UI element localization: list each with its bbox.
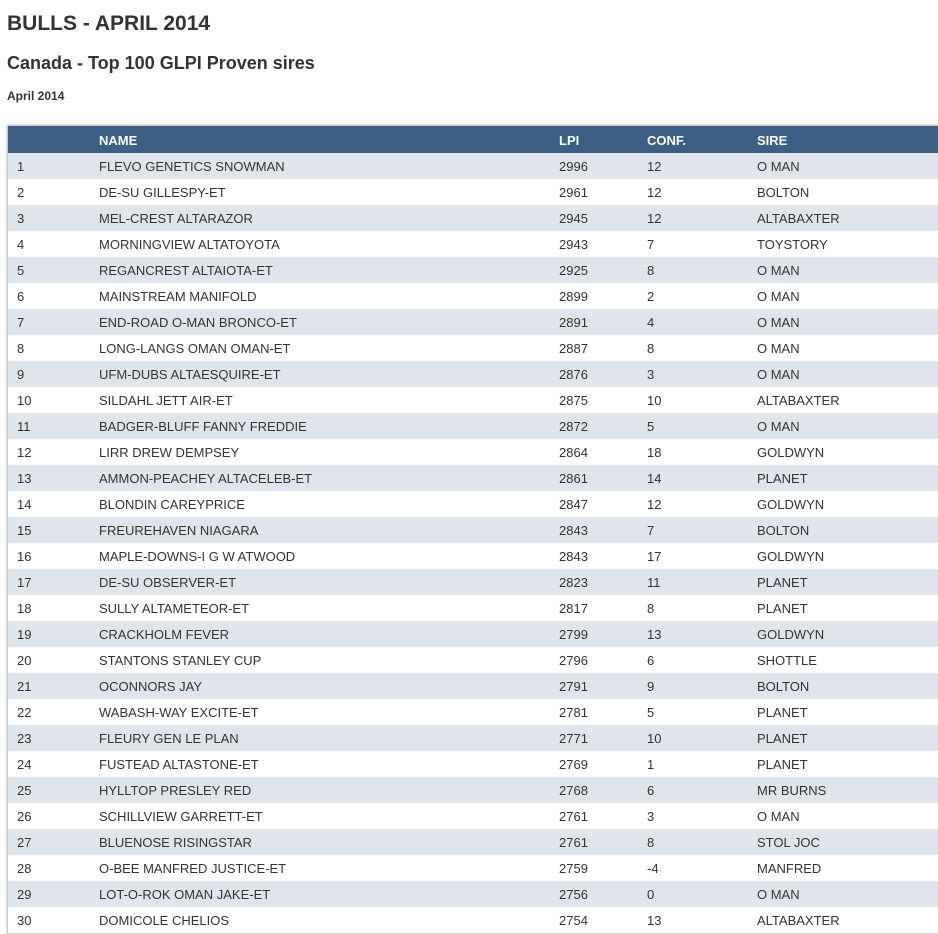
page-date: April 2014	[7, 89, 65, 103]
cell-name: LONG-LANGS OMAN OMAN-ET	[99, 340, 291, 356]
table-row	[8, 283, 938, 309]
cell-name: FLEVO GENETICS SNOWMAN	[99, 158, 285, 174]
cell-rank: 5	[17, 262, 25, 278]
table-row	[8, 335, 938, 361]
cell-conf: 17	[647, 548, 662, 564]
cell-name: CRACKHOLM FEVER	[99, 626, 230, 642]
column-header-lpi[interactable]: LPI	[559, 133, 580, 148]
table-row	[8, 387, 938, 413]
cell-rank: 29	[17, 886, 32, 902]
cell-conf: -4	[647, 860, 659, 876]
cell-lpi: 2791	[559, 678, 588, 694]
cell-lpi: 2759	[559, 860, 588, 876]
cell-sire: GOLDWYN	[757, 496, 825, 512]
table-row	[8, 751, 938, 777]
cell-lpi: 2943	[559, 236, 588, 252]
cell-name: O-BEE MANFRED JUSTICE-ET	[99, 860, 287, 876]
table-row	[8, 621, 938, 647]
cell-sire: O MAN	[757, 808, 800, 824]
cell-conf: 13	[647, 626, 662, 642]
table-row	[8, 803, 938, 829]
cell-lpi: 2799	[559, 626, 588, 642]
table-row	[8, 725, 938, 751]
cell-sire: PLANET	[757, 756, 808, 772]
cell-lpi: 2843	[559, 548, 588, 564]
cell-rank: 28	[17, 860, 32, 876]
table-row	[8, 205, 938, 231]
cell-lpi: 2761	[559, 834, 588, 850]
cell-name: DE-SU OBSERVER-ET	[99, 574, 237, 590]
table-row	[8, 569, 938, 595]
cell-rank: 2	[17, 184, 25, 200]
cell-lpi: 2847	[559, 496, 588, 512]
cell-name: BLUENOSE RISINGSTAR	[99, 834, 252, 850]
cell-rank: 30	[17, 912, 32, 928]
cell-lpi: 2781	[559, 704, 588, 720]
cell-lpi: 2769	[559, 756, 588, 772]
cell-rank: 11	[17, 418, 31, 434]
cell-lpi: 2961	[559, 184, 588, 200]
cell-sire: PLANET	[757, 704, 808, 720]
cell-name: FLEURY GEN LE PLAN	[99, 730, 239, 746]
cell-sire: O MAN	[757, 314, 800, 330]
table-row	[8, 543, 938, 569]
cell-sire: ALTABAXTER	[757, 392, 840, 408]
cell-sire: SHOTTLE	[757, 652, 817, 668]
cell-conf: 8	[647, 262, 655, 278]
cell-lpi: 2887	[559, 340, 588, 356]
cell-conf: 6	[647, 782, 655, 798]
table-row	[8, 257, 938, 283]
cell-name: DE-SU GILLESPY-ET	[99, 184, 226, 200]
cell-lpi: 2996	[559, 158, 588, 174]
cell-sire: ALTABAXTER	[757, 912, 840, 928]
cell-conf: 5	[647, 704, 655, 720]
cell-conf: 12	[647, 184, 662, 200]
cell-conf: 13	[647, 912, 662, 928]
table-row	[8, 179, 938, 205]
cell-lpi: 2876	[559, 366, 588, 382]
cell-lpi: 2771	[559, 730, 588, 746]
table-row	[8, 699, 938, 725]
table-row	[8, 777, 938, 803]
cell-name: LOT-O-ROK OMAN JAKE-ET	[99, 886, 271, 902]
cell-sire: BOLTON	[757, 184, 810, 200]
cell-name: MAINSTREAM MANIFOLD	[99, 288, 257, 304]
cell-lpi: 2796	[559, 652, 588, 668]
cell-sire: O MAN	[757, 886, 800, 902]
table-row	[8, 413, 938, 439]
cell-lpi: 2843	[559, 522, 588, 538]
cell-sire: O MAN	[757, 288, 800, 304]
cell-sire: GOLDWYN	[757, 444, 825, 460]
cell-sire: O MAN	[757, 262, 800, 278]
cell-conf: 8	[647, 600, 655, 616]
cell-sire: PLANET	[757, 470, 808, 486]
column-header-sire[interactable]: SIRE	[757, 133, 788, 148]
cell-rank: 8	[17, 340, 25, 356]
column-header-rank[interactable]	[8, 126, 99, 153]
cell-conf: 5	[647, 418, 655, 434]
cell-rank: 23	[17, 730, 32, 746]
table-row	[8, 829, 938, 855]
cell-conf: 3	[647, 366, 655, 382]
cell-name: FREUREHAVEN NIAGARA	[99, 522, 259, 538]
cell-rank: 7	[17, 314, 25, 330]
cell-sire: GOLDWYN	[757, 626, 825, 642]
cell-sire: MANFRED	[757, 860, 822, 876]
cell-rank: 27	[17, 834, 32, 850]
cell-name: LIRR DREW DEMPSEY	[99, 444, 240, 460]
table-row	[8, 439, 938, 465]
cell-rank: 12	[17, 444, 32, 460]
cell-sire: BOLTON	[757, 522, 810, 538]
cell-lpi: 2891	[559, 314, 588, 330]
table-header	[8, 126, 938, 153]
table-row	[8, 907, 938, 933]
cell-sire: GOLDWYN	[757, 548, 825, 564]
cell-conf: 1	[647, 756, 655, 772]
cell-name: SULLY ALTAMETEOR-ET	[99, 600, 250, 616]
cell-conf: 9	[647, 678, 655, 694]
cell-name: MAPLE-DOWNS-I G W ATWOOD	[99, 548, 296, 564]
cell-name: HYLLTOP PRESLEY RED	[99, 782, 252, 798]
cell-conf: 7	[647, 522, 655, 538]
cell-rank: 17	[17, 574, 32, 590]
cell-conf: 8	[647, 834, 655, 850]
cell-name: DOMICOLE CHELIOS	[99, 912, 230, 928]
cell-rank: 24	[17, 756, 32, 772]
cell-rank: 10	[17, 392, 32, 408]
cell-rank: 14	[17, 496, 32, 512]
cell-conf: 14	[647, 470, 662, 486]
cell-sire: O MAN	[757, 366, 800, 382]
page-subtitle: Canada - Top 100 GLPI Proven sires	[7, 53, 315, 73]
table-row	[8, 153, 938, 179]
cell-sire: ALTABAXTER	[757, 210, 840, 226]
cell-sire: O MAN	[757, 418, 800, 434]
table-row	[8, 673, 938, 699]
cell-conf: 10	[647, 392, 662, 408]
table-row	[8, 881, 938, 907]
cell-rank: 20	[17, 652, 32, 668]
cell-lpi: 2754	[559, 912, 588, 928]
cell-conf: 3	[647, 808, 655, 824]
cell-name: MORNINGVIEW ALTATOYOTA	[99, 236, 280, 252]
cell-lpi: 2875	[559, 392, 588, 408]
cell-lpi: 2817	[559, 600, 588, 616]
cell-rank: 25	[17, 782, 32, 798]
cell-rank: 26	[17, 808, 32, 824]
cell-rank: 21	[17, 678, 32, 694]
cell-name: END-ROAD O-MAN BRONCO-ET	[99, 314, 297, 330]
cell-rank: 1	[17, 158, 25, 174]
cell-rank: 13	[17, 470, 32, 486]
cell-conf: 8	[647, 340, 655, 356]
cell-name: STANTONS STANLEY CUP	[99, 652, 262, 668]
cell-rank: 9	[17, 366, 25, 382]
cell-lpi: 2945	[559, 210, 588, 226]
table-row	[8, 647, 938, 673]
table-header-row	[8, 126, 938, 153]
cell-conf: 12	[647, 210, 662, 226]
cell-sire: STOL JOC	[757, 834, 820, 850]
cell-conf: 12	[647, 496, 662, 512]
table-row	[8, 231, 938, 257]
cell-conf: 2	[647, 288, 655, 304]
cell-lpi: 2768	[559, 782, 588, 798]
table-row	[8, 855, 938, 881]
cell-conf: 10	[647, 730, 662, 746]
sires-table	[8, 126, 938, 933]
cell-sire: MR BURNS	[757, 782, 827, 798]
cell-conf: 7	[647, 236, 655, 252]
column-header-conf[interactable]: CONF.	[647, 133, 686, 148]
cell-name: SCHILLVIEW GARRETT-ET	[99, 808, 263, 824]
cell-sire: PLANET	[757, 730, 808, 746]
table-row	[8, 517, 938, 543]
cell-sire: BOLTON	[757, 678, 810, 694]
cell-conf: 12	[647, 158, 662, 174]
table-row	[8, 595, 938, 621]
cell-rank: 4	[17, 236, 25, 252]
cell-name: MEL-CREST ALTARAZOR	[99, 210, 253, 226]
cell-rank: 15	[17, 522, 32, 538]
table-row	[8, 361, 938, 387]
sires-table-container	[7, 125, 938, 934]
cell-conf: 18	[647, 444, 662, 460]
cell-rank: 18	[17, 600, 32, 616]
cell-lpi: 2925	[559, 262, 588, 278]
table-row	[8, 465, 938, 491]
table-body	[8, 153, 938, 933]
cell-conf: 4	[647, 314, 655, 330]
cell-name: UFM-DUBS ALTAESQUIRE-ET	[99, 366, 281, 382]
cell-lpi: 2861	[559, 470, 588, 486]
cell-sire: TOYSTORY	[757, 236, 828, 252]
cell-lpi: 2899	[559, 288, 588, 304]
cell-lpi: 2872	[559, 418, 588, 434]
cell-name: BLONDIN CAREYPRICE	[99, 496, 245, 512]
cell-name: BADGER-BLUFF FANNY FREDDIE	[99, 418, 307, 434]
cell-rank: 16	[17, 548, 32, 564]
cell-sire: PLANET	[757, 574, 808, 590]
cell-name: FUSTEAD ALTASTONE-ET	[99, 756, 259, 772]
cell-lpi: 2864	[559, 444, 588, 460]
cell-name: WABASH-WAY EXCITE-ET	[99, 704, 259, 720]
column-header-name[interactable]: NAME	[99, 133, 138, 148]
table-row	[8, 491, 938, 517]
cell-name: REGANCREST ALTAIOTA-ET	[99, 262, 273, 278]
cell-rank: 6	[17, 288, 25, 304]
cell-rank: 19	[17, 626, 32, 642]
cell-rank: 22	[17, 704, 32, 720]
cell-lpi: 2756	[559, 886, 588, 902]
cell-sire: O MAN	[757, 340, 800, 356]
cell-rank: 3	[17, 210, 25, 226]
cell-conf: 6	[647, 652, 655, 668]
page-title: BULLS - APRIL 2014	[7, 12, 211, 35]
cell-lpi: 2823	[559, 574, 588, 590]
cell-name: OCONNORS JAY	[99, 678, 203, 694]
cell-name: SILDAHL JETT AIR-ET	[99, 392, 233, 408]
cell-sire: PLANET	[757, 600, 808, 616]
cell-conf: 11	[647, 574, 661, 590]
cell-name: AMMON-PEACHEY ALTACELEB-ET	[99, 470, 313, 486]
cell-conf: 0	[647, 886, 655, 902]
cell-sire: O MAN	[757, 158, 800, 174]
cell-lpi: 2761	[559, 808, 588, 824]
table-row	[8, 309, 938, 335]
